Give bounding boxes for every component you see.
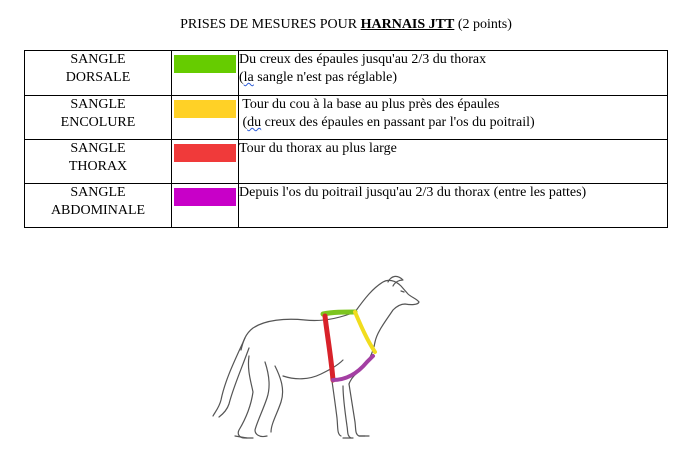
color-swatch-dorsal: [174, 55, 236, 73]
harness-straps: [323, 312, 375, 380]
strap-name-cell: [25, 51, 172, 96]
strap-name-line: ENCOLURE: [60, 115, 136, 130]
strap-name-line: SANGLE: [70, 141, 126, 156]
table-row-dorsal: [25, 51, 668, 96]
description-cell: [239, 96, 668, 140]
color-cell: [172, 96, 239, 140]
description-cell: [239, 140, 668, 184]
title-suffix: (2 points): [454, 17, 512, 32]
color-swatch-abdominale: [174, 188, 236, 206]
description-line: Depuis l'os du poitrail jusqu'au 2/3 du thorax (entre les pattes): [239, 185, 587, 200]
color-cell: [172, 140, 239, 184]
strap-name-line: SANGLE: [70, 97, 126, 112]
dog-harness-illustration: [205, 270, 435, 450]
strap-name-line: ABDOMINALE: [50, 203, 146, 218]
description-line: Du creux des épaules jusqu'au 2/3 du thorax: [239, 52, 487, 67]
table-row-abdominale: [25, 184, 668, 228]
description-line: Tour du thorax au plus large: [239, 141, 397, 156]
description-rest: sangle n'est pas réglable): [253, 70, 398, 85]
strap-name-line: SANGLE: [70, 52, 126, 67]
strap-name-line: SANGLE: [70, 185, 126, 200]
strap-abdominal-line: [333, 356, 373, 380]
description-cell: [239, 51, 668, 96]
description-cell: [239, 184, 668, 228]
description-line: Tour du cou à la base au plus près des épaules: [239, 97, 500, 112]
strap-name-line: THORAX: [68, 159, 128, 174]
measurements-table: [24, 50, 668, 228]
color-cell: [172, 184, 239, 228]
color-swatch-thorax: [174, 144, 236, 162]
title-brand: HARNAIS JTT: [360, 17, 455, 32]
strap-name-cell: [25, 184, 172, 228]
spellcheck-word: du: [247, 115, 262, 130]
table-row-thorax: [25, 140, 668, 184]
dog-outline: [213, 276, 419, 438]
spellcheck-word: la: [243, 70, 254, 85]
document-title: [0, 16, 692, 34]
description-line: [239, 69, 667, 87]
strap-name-cell: [25, 96, 172, 140]
strap-dorsal-line: [323, 312, 355, 314]
strap-collar-line: [355, 312, 375, 352]
description-line: [239, 114, 667, 132]
strap-name-line: DORSALE: [65, 70, 131, 85]
paren: (: [239, 115, 248, 130]
table-row-encolure: [25, 96, 668, 140]
title-prefix: PRISES DE MESURES POUR: [180, 17, 361, 32]
dog-harness-icon: [205, 270, 435, 450]
color-cell: [172, 51, 239, 96]
paren: (: [239, 70, 244, 85]
description-rest: creux des épaules en passant par l'os du poitrail): [261, 115, 535, 130]
strap-name-cell: [25, 140, 172, 184]
color-swatch-encolure: [174, 100, 236, 118]
